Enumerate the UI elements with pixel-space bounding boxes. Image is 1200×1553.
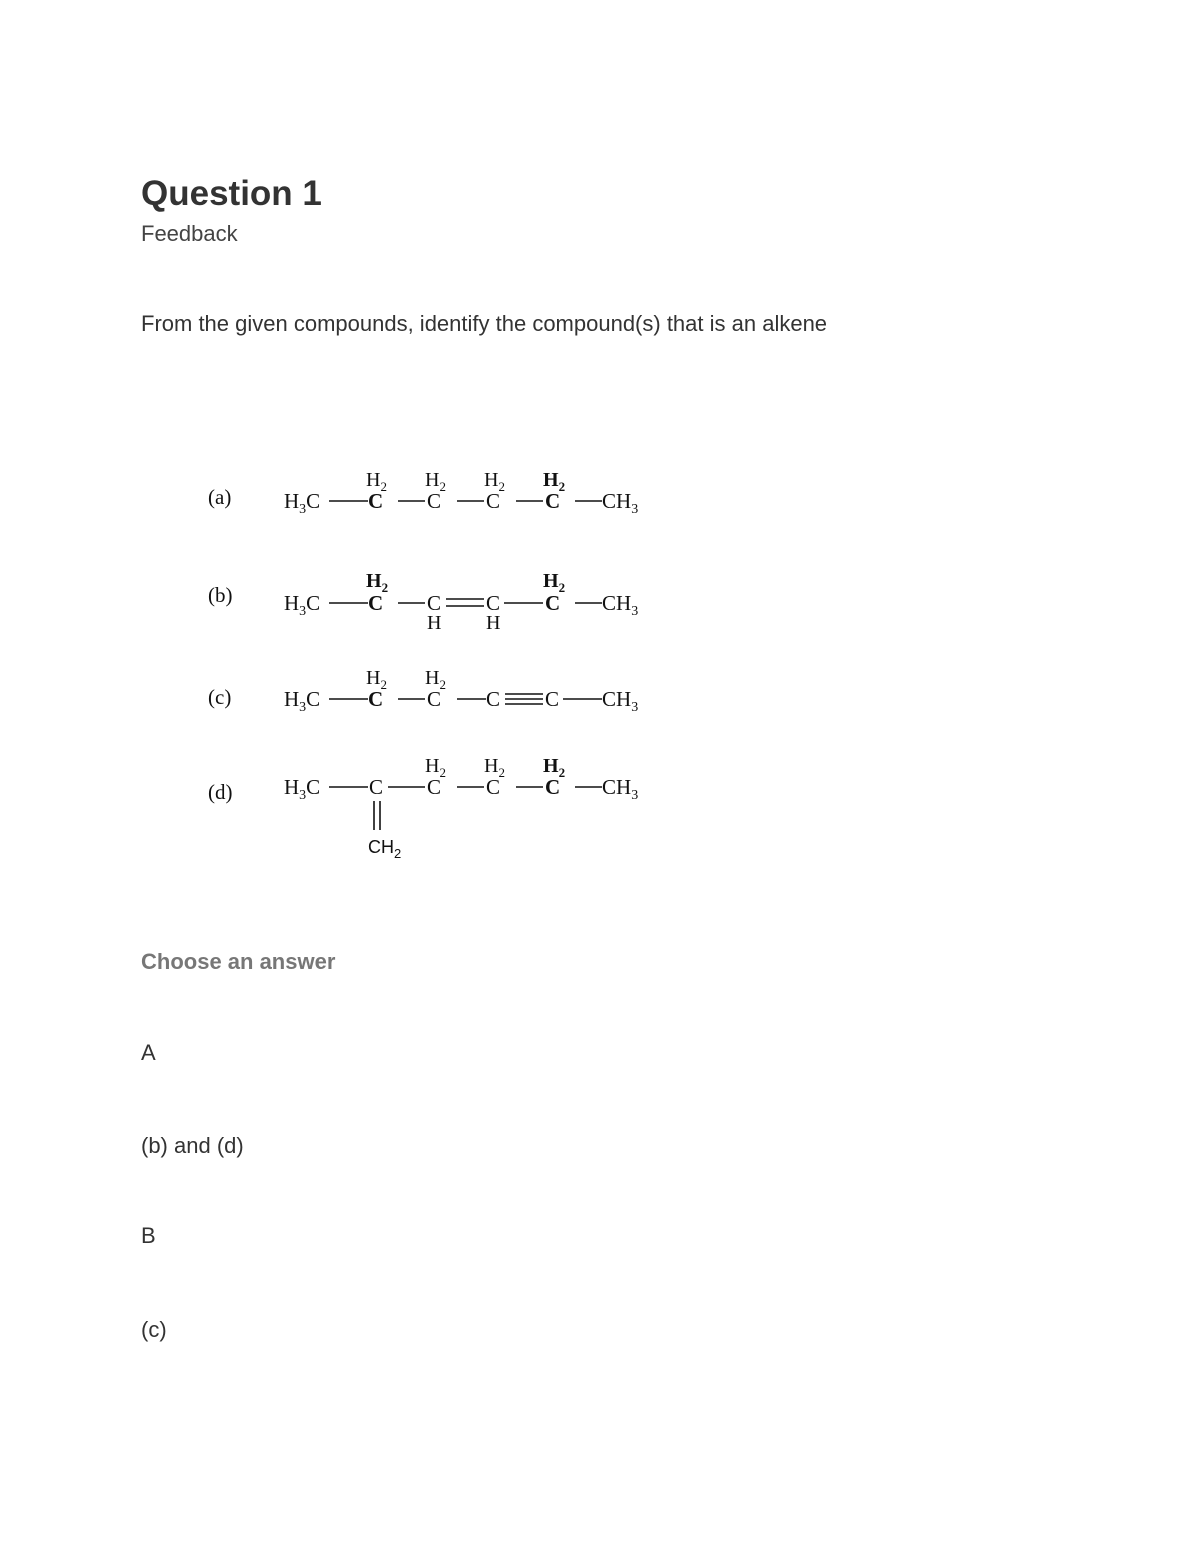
compound-c [208,667,638,715]
carbon-atom: C [486,591,501,615]
h-atom: H [427,612,442,634]
compound-d [208,755,638,861]
h2-label: $H_2$ [484,469,505,494]
carbon-atom: C [486,775,501,799]
h3c-group: $H_3C$ [284,489,321,517]
h2-label: $H_2$ [366,469,387,494]
h2-label: $H_2$ [425,667,446,692]
question-title: Question 1 [141,174,322,213]
compound-label-c: (c) [208,685,232,709]
carbon-atom: C [545,489,561,513]
h-atom: H [486,612,501,634]
h3c-group: $H_3C$ [284,775,321,803]
carbon-atom: C [545,775,561,799]
ch3-group: $CH_3$ [602,687,639,715]
carbon-atom: C [369,775,384,799]
option-b-text[interactable]: (c) [141,1317,167,1342]
option-a-letter[interactable]: A [141,1040,156,1065]
h3c-group: $H_3C$ [284,591,321,619]
h2-label: $H_2$ [543,469,566,494]
ch2-group: $CH_2$ [368,837,402,861]
carbon-atom: C [368,591,384,615]
h2-label: $H_2$ [366,570,389,595]
h3c-group: $H_3C$ [284,687,321,715]
carbon-atom: C [368,489,384,513]
h2-label: $H_2$ [425,469,446,494]
carbon-atom: C [427,775,442,799]
compound-label-d: (d) [208,780,233,804]
carbon-atom: C [368,687,384,711]
ch3-group: $CH_3$ [602,591,639,619]
choose-answer-heading: Choose an answer [141,949,336,974]
feedback-label: Feedback [141,221,238,246]
option-a-text[interactable]: (b) and (d) [141,1133,244,1158]
carbon-atom: C [427,687,442,711]
h2-label: $H_2$ [543,570,566,595]
compound-a [208,469,638,517]
ch3-group: $CH_3$ [602,775,639,803]
h2-label: $H_2$ [484,755,505,780]
carbon-atom: C [486,489,501,513]
carbon-atom: C [545,687,560,711]
ch3-group: $CH_3$ [602,489,639,517]
h2-label: $H_2$ [366,667,387,692]
compound-label-b: (b) [208,583,233,607]
carbon-atom: C [545,591,561,615]
h2-label: $H_2$ [425,755,446,780]
option-b-letter[interactable]: B [141,1223,156,1248]
compound-b [208,570,638,634]
question-prompt: From the given compounds, identify the compound(s) that is an alkene [141,311,828,336]
carbon-atom: C [486,687,501,711]
h2-label: $H_2$ [543,755,566,780]
carbon-atom: C [427,489,442,513]
carbon-atom: C [427,591,442,615]
compound-label-a: (a) [208,485,232,509]
